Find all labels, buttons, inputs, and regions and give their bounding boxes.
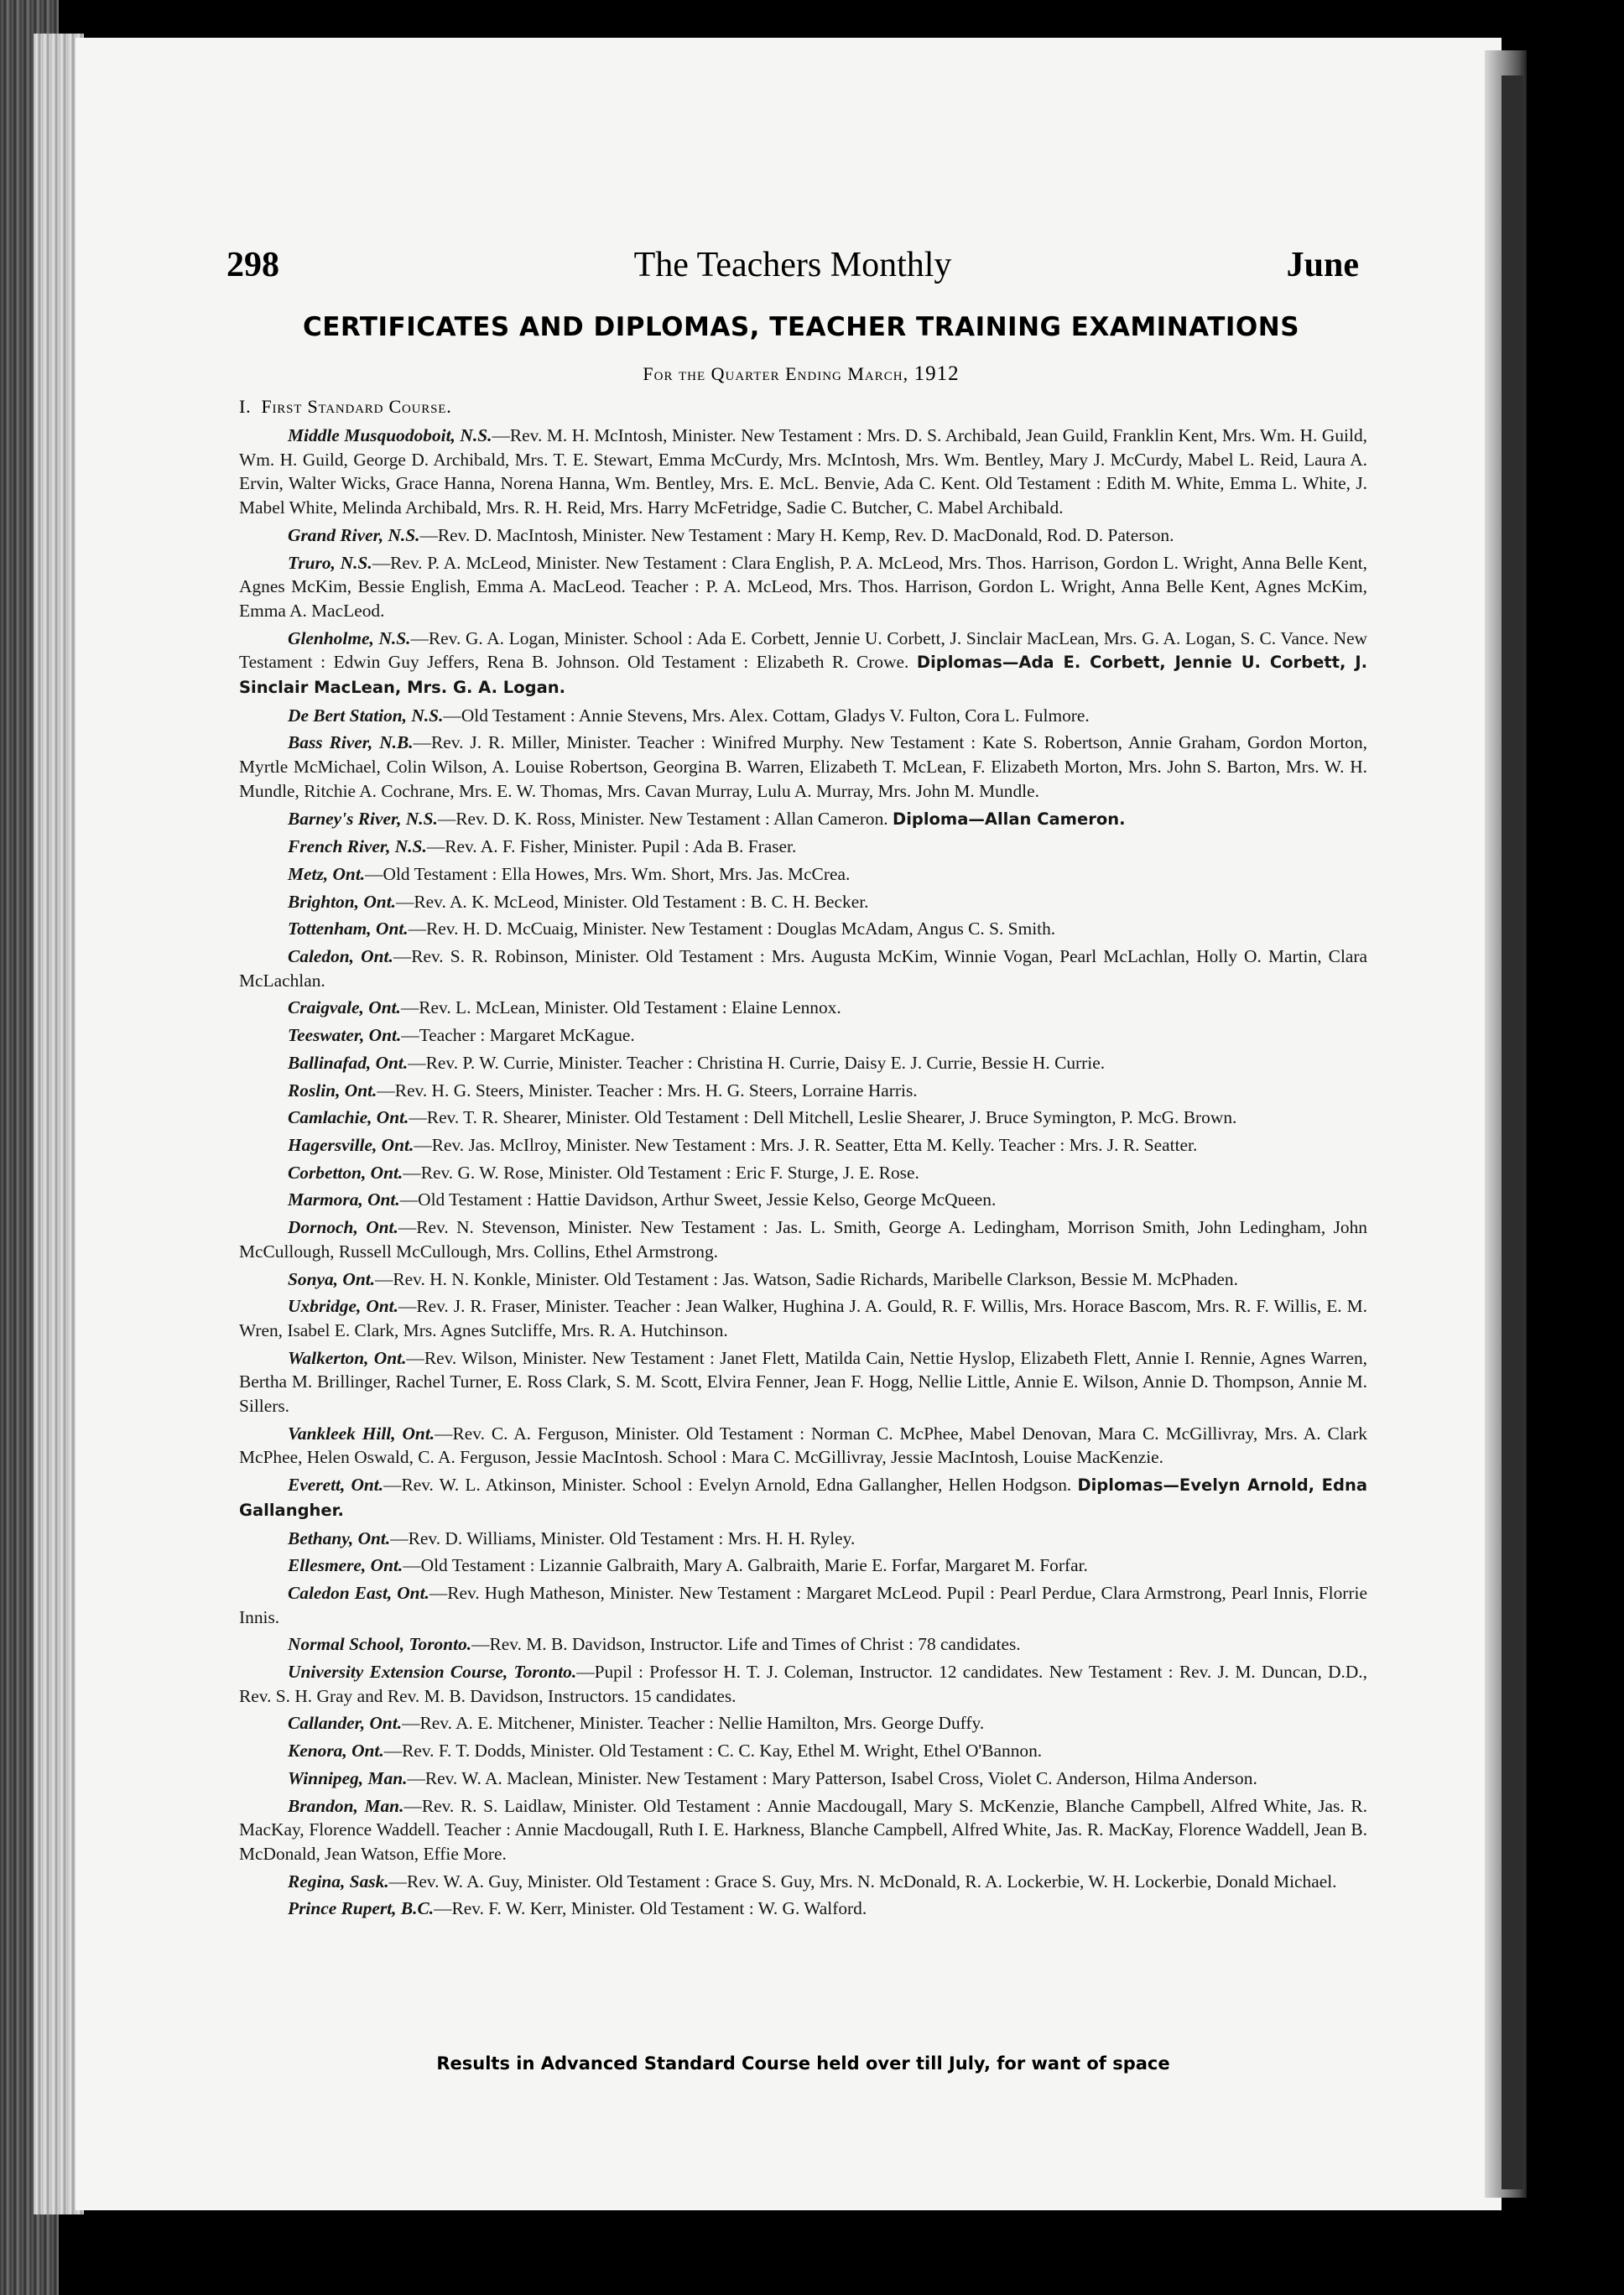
subtitle-prefix: For the Quarter Ending March, <box>643 363 909 384</box>
section-label: First Standard Course. <box>261 396 452 417</box>
section-numeral: I. <box>239 396 252 417</box>
entry-paragraph <box>239 1739 1367 1763</box>
entry-paragraph <box>239 945 1367 992</box>
entry-text: —Rev. A. F. Fisher, Minister. Pupil : Ada B. Fraser. <box>426 836 797 857</box>
entry-paragraph <box>239 1294 1367 1342</box>
entry-text: —Rev. Wilson, Minister. New Testament : Janet Flett, Matilda Cain, Nettie Hyslop, Elizabeth Flett, Annie I. Rennie, Agnes Warren, Bertha M. Brillinger, Rachel Turner, E. Ross Clark, S. M. Scott, Elvira Fenner, Jean F. Hogg, Nellie Little, Annie E. Wilson, Annie D. Thompson, Annie M. Sillers. <box>239 1347 1367 1417</box>
article-title: CERTIFICATES AND DIPLOMAS, TEACHER TRAINING EXAMINATIONS <box>302 312 1300 342</box>
entry-paragraph <box>239 1422 1367 1470</box>
entry-place: Winnipeg, Man. <box>288 1767 408 1788</box>
entry-paragraph <box>239 1581 1367 1629</box>
entry-place: Prince Rupert, B.C. <box>288 1898 435 1919</box>
entry-paragraph <box>239 704 1367 728</box>
entry-place: Barney's River, N.S. <box>288 808 438 829</box>
entry-text: —Rev. D. K. Ross, Minister. New Testament : Allan Cameron. <box>437 808 888 829</box>
entry-place: Bethany, Ont. <box>288 1527 391 1548</box>
entry-place: Ellesmere, Ont. <box>288 1555 403 1576</box>
entry-paragraph <box>239 1133 1367 1158</box>
entry-diploma: Diplomas—Evelyn Arnold, Edna Gallangher. <box>239 1475 1367 1520</box>
entry-place: Walkerton, Ont. <box>288 1347 407 1368</box>
entry-place: Craigvale, Ont. <box>288 997 401 1018</box>
entry-paragraph <box>239 424 1367 520</box>
entry-paragraph <box>239 1527 1367 1551</box>
scanner-edge-bar <box>1502 75 1523 2189</box>
entry-place: Callander, Ont. <box>288 1713 403 1734</box>
entry-paragraph <box>239 1079 1367 1103</box>
issue-month: June <box>1286 246 1359 284</box>
entry-text: —Rev. F. W. Kerr, Minister. Old Testament : W. G. Walford. <box>434 1898 867 1919</box>
entry-text: —Old Testament : Lizannie Galbraith, Mary A. Galbraith, Marie E. Forfar, Margaret M. Forfar. <box>403 1555 1088 1576</box>
article-subtitle <box>231 362 1372 386</box>
entry-paragraph <box>239 1023 1367 1048</box>
entry-place: Everett, Ont. <box>288 1475 384 1496</box>
entry-text: —Rev. D. Williams, Minister. Old Testament : Mrs. H. H. Ryley. <box>390 1527 856 1548</box>
entry-text: —Rev. P. W. Currie, Minister. Teacher : Christina H. Currie, Daisy E. J. Currie, Bessie H. Currie. <box>408 1052 1106 1073</box>
entry-place: Grand River, N.S. <box>288 524 420 545</box>
entry-text: —Rev. M. B. Davidson, Instructor. Life and Times of Christ : 78 candidates. <box>471 1634 1021 1655</box>
entry-place: Hagersville, Ont. <box>288 1134 414 1155</box>
entry-place: Regina, Sask. <box>288 1871 389 1892</box>
entry-paragraph <box>239 1660 1367 1708</box>
entry-place: Normal School, Toronto. <box>288 1634 472 1655</box>
entry-place: Glenholme, N.S. <box>288 627 411 648</box>
entry-text: —Teacher : Margaret McKague. <box>401 1025 635 1046</box>
entry-paragraph <box>239 996 1367 1020</box>
entry-place: Camlachie, Ont. <box>288 1107 409 1128</box>
entry-paragraph <box>239 835 1367 859</box>
entry-text: —Old Testament : Hattie Davidson, Arthur Sweet, Jessie Kelso, George McQueen. <box>399 1189 997 1210</box>
entry-place: Teeswater, Ont. <box>288 1025 402 1046</box>
entry-place: Caledon East, Ont. <box>288 1582 429 1603</box>
entry-place: Dornoch, Ont. <box>288 1217 398 1238</box>
entry-text: —Rev. S. R. Robinson, Minister. Old Testament : Mrs. Augusta McKim, Winnie Vogan, Pearl McLachlan, Holly O. Martin, Clara McLachlan. <box>239 946 1367 991</box>
entry-paragraph <box>239 551 1367 623</box>
entry-text: —Rev. Hugh Matheson, Minister. New Testament : Margaret McLeod. Pupil : Pearl Perdue, Clara Armstrong, Pearl Innis, Florrie Innis. <box>239 1582 1367 1627</box>
entry-place: Brighton, Ont. <box>288 891 396 912</box>
footer-note: Results in Advanced Standard Course held over till July, for want of space <box>436 2053 1170 2074</box>
entry-text: —Rev. W. L. Atkinson, Minister. School : Evelyn Arnold, Edna Gallangher, Hellen Hodgson. <box>383 1475 1072 1496</box>
entry-place: Roslin, Ont. <box>288 1080 377 1101</box>
entry-text: —Rev. A. K. McLeod, Minister. Old Testament : B. C. H. Becker. <box>396 891 869 912</box>
entry-text: —Rev. N. Stevenson, Minister. New Testament : Jas. L. Smith, George A. Ledingham, Morrison Smith, John Ledingham, John McCullough, Russell McCullough, Mrs. Collins, Ethel Armstrong. <box>239 1217 1367 1262</box>
entry-paragraph <box>239 1051 1367 1075</box>
entry-text: —Rev. G. W. Rose, Minister. Old Testament : Eric F. Sturge, J. E. Rose. <box>403 1162 919 1183</box>
entry-paragraph <box>239 862 1367 887</box>
entry-text: —Rev. H. G. Steers, Minister. Teacher : Mrs. H. G. Steers, Lorraine Harris. <box>377 1080 918 1101</box>
entry-paragraph <box>239 1897 1367 1921</box>
entry-place: Caledon, Ont. <box>288 946 393 967</box>
entry-paragraph <box>239 1767 1367 1791</box>
entry-paragraph <box>239 1267 1367 1292</box>
entry-place: Vankleek Hill, Ont. <box>288 1423 435 1444</box>
entry-paragraph <box>239 523 1367 548</box>
entry-paragraph <box>239 1794 1367 1866</box>
subtitle-year: 1912 <box>914 362 960 385</box>
entry-text: —Rev. P. A. McLeod, Minister. New Testament : Clara English, P. A. McLeod, Mrs. Thos. Harrison, Gordon L. Wright, Anna Belle Kent, Agnes McKim, Bessie English, Emma A. MacLeod. Teacher : P. A. McLeod, Mrs. Thos. Harrison, Gordon L. Wright, Anna Belle Kent, Agnes McKim, Emma A. MacLeod. <box>239 552 1368 621</box>
entry-text: —Rev. W. A. Guy, Minister. Old Testament : Grace S. Guy, Mrs. N. McDonald, R. A. Lockerbie, W. H. Lockerbie, Donald Michael. <box>388 1871 1337 1892</box>
entry-text: —Rev. Jas. McIlroy, Minister. New Testament : Mrs. J. R. Seatter, Etta M. Kelly. Teacher : Mrs. J. R. Seatter. <box>414 1134 1198 1155</box>
entry-paragraph <box>239 1473 1367 1522</box>
entry-place: Metz, Ont. <box>288 863 366 884</box>
entry-text: —Rev. H. D. McCuaig, Minister. New Testament : Douglas McAdam, Angus C. S. Smith. <box>408 919 1056 939</box>
entry-place: Marmora, Ont. <box>288 1189 400 1210</box>
entry-place: Middle Musquodoboit, N.S. <box>288 425 492 445</box>
entry-place: Uxbridge, Ont. <box>288 1296 398 1317</box>
entry-place: De Bert Station, N.S. <box>288 705 444 726</box>
entry-paragraph <box>239 1553 1367 1578</box>
entry-place: Bass River, N.B. <box>288 732 414 753</box>
entry-text: —Rev. F. T. Dodds, Minister. Old Testament : C. C. Kay, Ethel M. Wright, Ethel O'Bannon. <box>383 1741 1043 1762</box>
entry-text: —Old Testament : Ella Howes, Mrs. Wm. Short, Mrs. Jas. McCrea. <box>365 863 851 884</box>
running-head <box>226 245 1359 292</box>
entry-paragraph <box>239 1188 1367 1212</box>
entry-paragraph <box>239 917 1367 941</box>
entry-diploma: Diploma—Allan Cameron. <box>893 809 1126 829</box>
entry-paragraph <box>239 731 1367 803</box>
entry-text: —Rev. J. R. Miller, Minister. Teacher : Winifred Murphy. New Testament : Kate S. Robertson, Annie Graham, Gordon Morton, Myrtle McMichael, Colin Wilson, A. Louise Robertson, Georgina B. Warren, Elizabeth T. McLean, F. Elizabeth Morton, Mrs. John S. Barton, Mrs. W. H. Mundle, Ritchie A. Cochrane, Mrs. E. W. Thomas, Mrs. Cavan Murray, Lulu A. Murray, Mrs. John M. Mundle. <box>239 732 1367 801</box>
entry-paragraph <box>239 1632 1367 1657</box>
entry-text: —Rev. D. MacIntosh, Minister. New Testament : Mary H. Kemp, Rev. D. MacDonald, Rod. D. Paterson. <box>419 524 1174 545</box>
entry-text: —Rev. C. A. Ferguson, Minister. Old Testament : Norman C. McPhee, Mabel Denovan, Mara C. McGillivray, Mrs. A. Clark McPhee, Helen Oswald, C. A. Ferguson, Jessie MacIntosh. School : Mara C. McGillivray, Jessie MacIntosh, Louise MacKenzie. <box>239 1423 1367 1468</box>
entry-paragraph <box>239 807 1367 832</box>
entry-place: Ballinafad, Ont. <box>288 1052 409 1073</box>
entry-paragraph <box>239 1106 1367 1130</box>
entry-paragraph <box>239 890 1367 914</box>
entry-text: —Rev. G. A. Logan, Minister. School : Ada E. Corbett, Jennie U. Corbett, J. Sinclair MacLean, Mrs. G. A. Logan, S. C. Vance. New Testament : Edwin Guy Jeffers, Rena B. Johnson. Old Testament : Elizabeth R. Crowe. <box>239 627 1368 673</box>
entry-text: —Rev. H. N. Konkle, Minister. Old Testament : Jas. Watson, Sadie Richards, Maribelle Clarkson, Bessie M. McPhaden. <box>375 1268 1238 1289</box>
entry-paragraph <box>239 1870 1367 1894</box>
entry-paragraph <box>239 1346 1367 1418</box>
entry-place: Corbetton, Ont. <box>288 1162 403 1183</box>
entry-list <box>239 424 1367 1924</box>
entry-place: Sonya, Ont. <box>288 1268 376 1289</box>
entry-text: —Rev. R. S. Laidlaw, Minister. Old Testament : Annie Macdougall, Mary S. McKenzie, Blanche Campbell, Alfred White, Jas. R. MacKay, Florence Waddell. Teacher : Annie Macdougall, Ruth I. E. Harkness, Blanche Campbell, Alfred White, Jas. R. MacKay, Florence Waddell, Jean B. McDonald, Jean Watson, Effie More. <box>239 1795 1367 1864</box>
entry-place: Tottenham, Ont. <box>288 919 409 939</box>
page-number: 298 <box>226 246 279 284</box>
entry-diploma: Diplomas—Ada E. Corbett, Jennie U. Corbett, J. Sinclair MacLean, Mrs. G. A. Logan. <box>239 653 1367 698</box>
entry-place: Truro, N.S. <box>288 552 372 573</box>
journal-title: The Teachers Monthly <box>633 246 952 284</box>
entry-text: —Pupil : Professor H. T. J. Coleman, Instructor. 12 candidates. New Testament : Rev. J. M. Duncan, D.D., Rev. S. H. Gray and Rev. M. B. Davidson, Instructors. 15 candidates. <box>239 1662 1368 1706</box>
entry-text: —Rev. L. McLean, Minister. Old Testament : Elaine Lennox. <box>400 997 841 1018</box>
entry-text: —Rev. T. R. Shearer, Minister. Old Testament : Dell Mitchell, Leslie Shearer, J. Bruce Symington, P. McG. Brown. <box>409 1107 1237 1128</box>
entry-paragraph <box>239 1161 1367 1185</box>
entry-place: Brandon, Man. <box>288 1795 404 1816</box>
entry-text: —Rev. A. E. Mitchener, Minister. Teacher : Nellie Hamilton, Mrs. George Duffy. <box>402 1713 985 1734</box>
entry-paragraph <box>239 627 1367 700</box>
entry-text: —Old Testament : Annie Stevens, Mrs. Alex. Cottam, Gladys V. Fulton, Cora L. Fulmore. <box>443 705 1090 726</box>
entry-text: —Rev. W. A. Maclean, Minister. New Testament : Mary Patterson, Isabel Cross, Violet C. Anderson, Hilma Anderson. <box>407 1767 1257 1788</box>
entry-paragraph <box>239 1711 1367 1736</box>
entry-place: Kenora, Ont. <box>288 1741 384 1762</box>
entry-place: French River, N.S. <box>288 836 427 857</box>
entry-text: —Rev. J. R. Fraser, Minister. Teacher : Jean Walker, Hughina J. A. Gould, R. F. Willis, Mrs. Horace Bascom, Mrs. R. F. Willis, E. M. Wren, Isabel E. Clark, Mrs. Agnes Sutcliffe, Mrs. R. A. Hutchinson. <box>239 1296 1367 1340</box>
entry-text: —Rev. M. H. McIntosh, Minister. New Testament : Mrs. D. S. Archibald, Jean Guild, Franklin Kent, Mrs. Wm. H. Guild, Wm. H. Guild, George D. Archibald, Mrs. T. E. Stewart, Emma McCurdy, Mrs. McIntosh, Mrs. Wm. Bentley, Mary J. McCurdy, Mabel L. Reid, Laura A. Ervin, Walter Wicks, Grace Hanna, Norena Hanna, Wm. Bentley, Mrs. E. McL. Benvie, Ada C. Kent. Old Testament : Edith M. White, Emma L. White, J. Mabel White, Melinda Archibald, Mrs. R. H. Reid, Mrs. Harry McFetridge, Sadie C. Butcher, C. Mabel Archibald. <box>239 425 1367 518</box>
entry-place: University Extension Course, Toronto. <box>288 1662 577 1683</box>
section-heading <box>239 396 452 418</box>
entry-paragraph <box>239 1215 1367 1263</box>
